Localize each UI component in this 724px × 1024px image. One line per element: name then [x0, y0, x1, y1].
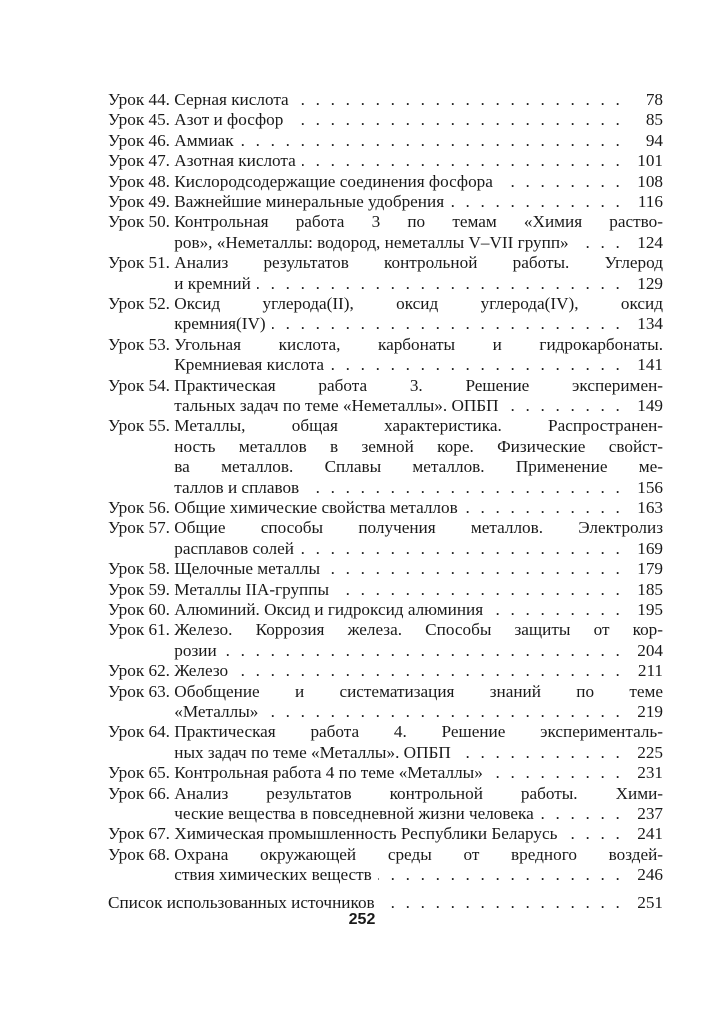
toc-entry-title: Важнейшие минеральные удобрения: [174, 192, 445, 212]
toc-entry: [108, 559, 663, 579]
toc-entry: [108, 600, 663, 620]
toc-line: [174, 233, 663, 253]
toc-page-number: 231: [637, 763, 663, 783]
toc-entry-body: [174, 90, 663, 110]
dot-leader: [450, 192, 623, 212]
toc-entry-body: [174, 335, 663, 376]
toc-entry-body: [174, 784, 663, 825]
lesson-number: Урок 46.: [108, 130, 175, 150]
lesson-number: Урок 50.: [108, 212, 175, 232]
lesson-number: Урок 44.: [108, 90, 175, 109]
table-of-contents: [108, 90, 663, 913]
toc-entry-title: «Металлы»: [174, 702, 259, 722]
toc-entry-title: Кремниевая кислота: [174, 355, 325, 375]
toc-line: [174, 110, 663, 130]
lesson-number: Урок 52.: [108, 294, 175, 314]
lesson-number: Урок 64.: [108, 722, 175, 742]
toc-line: [174, 804, 663, 824]
toc-entry-title: расплавов солей: [174, 538, 294, 558]
toc-page-number: 124: [637, 232, 663, 252]
toc-entry: [108, 620, 663, 661]
toc-page-number: 185: [637, 579, 663, 599]
toc-entry: [108, 335, 663, 376]
toc-entry-body: [174, 845, 663, 886]
toc-page-number: 85: [645, 110, 663, 130]
toc-entry: [108, 131, 663, 151]
lesson-number: Урок 63.: [108, 681, 175, 701]
lesson-number: Урок 56.: [108, 498, 175, 517]
toc-entry: [108, 253, 663, 294]
toc-entry-body: [174, 722, 663, 763]
toc-page-number: 225: [637, 742, 663, 762]
dot-leader: [335, 580, 623, 600]
toc-entry: [108, 151, 663, 171]
toc-entry-title: Железо: [174, 661, 229, 681]
toc-entry: [108, 845, 663, 886]
dot-leader: [499, 172, 623, 192]
lesson-number: Урок 47.: [108, 151, 175, 171]
toc-line: Угольная кислота, карбонаты и гидрокарбонаты.: [174, 334, 663, 354]
toc-entry-body: [174, 151, 663, 171]
toc-entry-body: [174, 253, 663, 294]
dot-leader: [540, 804, 623, 824]
toc-line: Практическая работа 4. Решение эксперименталь-: [174, 722, 663, 742]
toc-line: [174, 192, 663, 212]
toc-line: Обобщение и систематизация знаний по теме: [174, 681, 663, 701]
toc-page-number: 211: [637, 661, 663, 681]
toc-entry-body: [174, 376, 663, 417]
toc-entry-body: [174, 294, 663, 335]
toc-entry-body: [174, 518, 663, 559]
dot-leader: [464, 498, 623, 518]
toc-entry-title: Щелочные металлы: [174, 559, 320, 579]
toc-line: Железо. Коррозия железа. Способы защиты от кор-: [174, 620, 663, 640]
toc-entry: [108, 763, 663, 783]
toc-line: [174, 90, 663, 110]
toc-entry-title: кремния(IV): [174, 314, 266, 334]
toc-entry-sources: [108, 893, 663, 913]
toc-line: [174, 314, 663, 334]
toc-page-number: 108: [637, 171, 663, 191]
toc-page-number: 101: [637, 151, 663, 171]
toc-line: [174, 702, 663, 722]
lesson-number: Урок 65.: [108, 763, 175, 783]
toc-entry-body: [174, 172, 663, 192]
lesson-number: Урок 58.: [108, 559, 175, 579]
toc-entry-title: Азотная кислота: [174, 151, 296, 171]
toc-entry-title: Химическая промышленность Республики Беларусь: [174, 824, 558, 844]
toc-entry: [108, 722, 663, 763]
spacer: [108, 886, 663, 893]
toc-page-number: 246: [637, 865, 663, 885]
toc-line: [174, 396, 663, 416]
toc-line: [174, 763, 663, 783]
lesson-number: Урок 49.: [108, 192, 175, 212]
toc-line: [174, 600, 663, 620]
dot-leader: [381, 893, 623, 913]
toc-page-number: 141: [637, 355, 663, 375]
toc-entry-body: [174, 682, 663, 723]
toc-entry-body: [174, 416, 663, 498]
dot-leader: [295, 90, 623, 110]
dot-leader: [223, 641, 623, 661]
lesson-number: Урок 68.: [108, 844, 175, 864]
toc-entry-title: Кислородсодержащие соединения фосфора: [174, 171, 493, 191]
dot-leader: [302, 151, 623, 171]
page-number: 252: [348, 911, 376, 928]
toc-line: [174, 274, 663, 294]
dot-leader: [505, 396, 623, 416]
toc-entry: [108, 172, 663, 192]
toc-entry-title: Азот и фосфор: [174, 110, 284, 130]
toc-entry: [108, 498, 663, 518]
toc-page-number: 129: [637, 273, 663, 293]
toc-page-number: 149: [637, 396, 663, 416]
lesson-number: Урок 48.: [108, 171, 175, 191]
toc-entry-title: и кремний: [174, 273, 251, 293]
toc-line: [174, 824, 663, 844]
toc-entry-body: [174, 600, 663, 620]
lesson-number: Урок 55.: [108, 416, 175, 436]
lesson-number: Урок 53.: [108, 334, 175, 354]
toc-line: [174, 559, 663, 579]
toc-page-number: 169: [637, 538, 663, 558]
toc-line: [174, 172, 663, 192]
dot-leader: [457, 743, 623, 763]
toc-entry-body: [174, 661, 663, 681]
lesson-number: Урок 61.: [108, 620, 175, 640]
dot-leader: [234, 661, 623, 681]
toc-entry-title: ческие вещества в повседневной жизни человека: [174, 804, 534, 824]
lesson-number: Урок 67.: [108, 824, 175, 844]
toc-entry-body: [174, 192, 663, 212]
toc-entry: [108, 518, 663, 559]
toc-entry: [108, 212, 663, 253]
toc-entry-title: Аммиак: [174, 130, 234, 150]
toc-page-number: 78: [645, 90, 663, 109]
dot-leader: [378, 865, 623, 885]
toc-entry-body: [174, 498, 663, 518]
dot-leader: [289, 110, 623, 130]
toc-entry: [108, 376, 663, 417]
dot-leader: [305, 478, 623, 498]
toc-page-number: 241: [637, 824, 663, 844]
dot-leader: [300, 539, 623, 559]
toc-page-number: 251: [637, 892, 663, 912]
toc-page-number: 237: [637, 804, 663, 824]
toc-entry-body: [174, 559, 663, 579]
toc-entry-body: [174, 763, 663, 783]
toc-page-number: 134: [637, 314, 663, 334]
toc-entry-title: Список использованных источников: [108, 892, 375, 912]
toc-page-number: 219: [637, 702, 663, 722]
toc-entry-body: [108, 893, 663, 913]
toc-entry-title: розии: [174, 640, 217, 660]
toc-line: [174, 131, 663, 151]
toc-entry: [108, 110, 663, 130]
toc-entry-body: [174, 131, 663, 151]
dot-leader: [326, 559, 623, 579]
toc-line: [174, 641, 663, 661]
toc-line: [174, 478, 663, 498]
lesson-number: Урок 51.: [108, 253, 175, 273]
toc-entry-title: Алюминий. Оксид и гидроксид алюминия: [174, 600, 484, 620]
toc-line: [174, 661, 663, 681]
toc-entry-body: [174, 824, 663, 844]
lesson-number: Урок 60.: [108, 600, 175, 620]
toc-entry-title: Контрольная работа 4 по теме «Металлы»: [174, 763, 483, 783]
toc-entry-title: ствия химических веществ: [174, 865, 372, 885]
lesson-number: Урок 57.: [108, 518, 175, 538]
toc-entry-title: Серная кислота: [174, 90, 289, 109]
dot-leader: [240, 131, 623, 151]
toc-entry: [108, 294, 663, 335]
dot-leader: [489, 763, 623, 783]
toc-line: [174, 151, 663, 171]
lesson-number: Урок 54.: [108, 375, 175, 395]
toc-line: Анализ результатов контрольной работы. Углерод: [174, 253, 663, 273]
toc-page-number: 179: [637, 559, 663, 579]
toc-entry: [108, 90, 663, 110]
toc-entry: [108, 824, 663, 844]
dot-leader: [489, 600, 623, 620]
dot-leader: [264, 702, 623, 722]
toc-entry-title: Металлы IIА-группы: [174, 579, 330, 599]
toc-page-number: 204: [637, 640, 663, 660]
toc-page-number: 156: [637, 477, 663, 497]
toc-line: [174, 355, 663, 375]
toc-page-number: 94: [645, 130, 663, 150]
lesson-number: Урок 59.: [108, 579, 175, 599]
toc-entry-body: [174, 110, 663, 130]
toc-line: ва металлов. Сплавы металлов. Применение ме-: [174, 457, 663, 477]
lesson-number: Урок 45.: [108, 110, 175, 130]
toc-entry-title: Общие химические свойства металлов: [174, 498, 458, 517]
toc-entry: [108, 784, 663, 825]
toc-entry-title: ных задач по теме «Металлы». ОПБП: [174, 742, 451, 762]
toc-entry-body: [174, 212, 663, 253]
dot-leader: [272, 314, 623, 334]
toc-line: [174, 498, 663, 518]
toc-entry-title: ров», «Неметаллы: водород, неметаллы V–VII групп»: [174, 232, 569, 252]
dot-leader: [575, 233, 623, 253]
dot-leader: [330, 355, 623, 375]
toc-page-number: 116: [637, 192, 663, 212]
dot-leader: [563, 824, 623, 844]
toc-entry: [108, 192, 663, 212]
toc-entry: [108, 416, 663, 498]
toc-entry-body: [174, 580, 663, 600]
toc-line: Оксид углерода(II), оксид углерода(IV), оксид: [174, 294, 663, 314]
toc-page-number: 163: [637, 498, 663, 517]
toc-entry: [108, 661, 663, 681]
toc-line: [174, 580, 663, 600]
toc-line: Металлы, общая характеристика. Распространен-: [174, 416, 663, 436]
toc-entry-body: [174, 620, 663, 661]
dot-leader: [257, 274, 623, 294]
toc-line: ность металлов в земной коре. Физические свойст-: [174, 436, 663, 456]
toc-line: [174, 539, 663, 559]
toc-entry: [108, 580, 663, 600]
toc-entry: [108, 682, 663, 723]
toc-page-number: 195: [637, 600, 663, 620]
toc-line: Охрана окружающей среды от вредного воздей-: [174, 844, 663, 864]
toc-line: [174, 865, 663, 885]
toc-line: [108, 893, 663, 913]
toc-entry-title: таллов и сплавов: [174, 477, 300, 497]
toc-entry-title: тальных задач по теме «Неметаллы». ОПБП: [174, 396, 499, 416]
toc-line: Практическая работа 3. Решение эксперимен-: [174, 375, 663, 395]
toc-line: Общие способы получения металлов. Электролиз: [174, 518, 663, 538]
lesson-number: Урок 62.: [108, 661, 175, 681]
toc-line: Контрольная работа 3 по темам «Химия раство-: [174, 212, 663, 232]
lesson-number: Урок 66.: [108, 783, 175, 803]
toc-line: Анализ результатов контрольной работы. Хими-: [174, 783, 663, 803]
toc-line: [174, 743, 663, 763]
